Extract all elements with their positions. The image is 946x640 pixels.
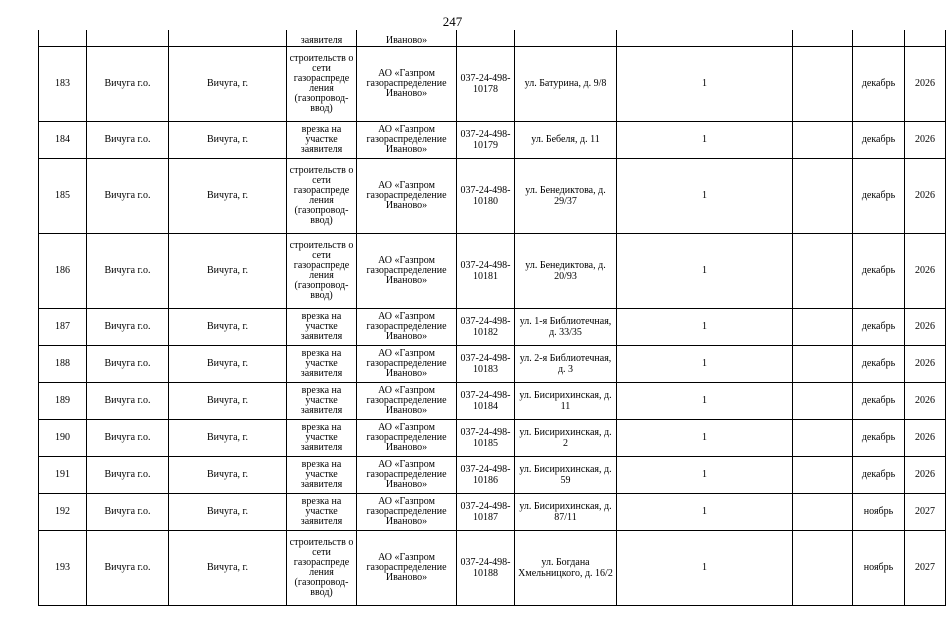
cell-empty bbox=[793, 346, 853, 383]
cell-locality: Вичуга, г. bbox=[169, 457, 287, 494]
cell-address: ул. 2-я Библиотечная, д. 3 bbox=[515, 346, 617, 383]
cell-district: Вичуга г.о. bbox=[87, 531, 169, 606]
cell-organization: АО «Газпром газораспределение Иваново» bbox=[357, 47, 457, 122]
cell-object-code: 037-24-498-10181 bbox=[457, 234, 515, 309]
table-row bbox=[39, 159, 946, 234]
cell-organization: АО «Газпром газораспределение Иваново» bbox=[357, 159, 457, 234]
cell-object-code: 037-24-498-10188 bbox=[457, 531, 515, 606]
table-row-partial bbox=[39, 30, 946, 47]
cell-organization: АО «Газпром газораспределение Иваново» bbox=[357, 234, 457, 309]
cell-locality: Вичуга, г. bbox=[169, 346, 287, 383]
cell-district: Вичуга г.о. bbox=[87, 234, 169, 309]
cell-district: Вичуга г.о. bbox=[87, 309, 169, 346]
cell-district: Вичуга г.о. bbox=[87, 47, 169, 122]
cell-month: декабрь bbox=[853, 309, 905, 346]
cell-month: декабрь bbox=[853, 420, 905, 457]
cell-address: ул. Бисирихинская, д. 59 bbox=[515, 457, 617, 494]
cell-organization: АО «Газпром газораспределение Иваново» bbox=[357, 346, 457, 383]
cell-work-type: врезка на участке заявителя bbox=[287, 383, 357, 420]
table-row bbox=[39, 234, 946, 309]
cell-organization: Иваново» bbox=[357, 30, 457, 47]
cell-quantity: 1 bbox=[617, 309, 793, 346]
cell-year: 2026 bbox=[905, 346, 946, 383]
cell-month: декабрь bbox=[853, 457, 905, 494]
cell-work-type: строительств о сети газораспреде ления (газопровод-ввод) bbox=[287, 234, 357, 309]
cell-year: 2026 bbox=[905, 47, 946, 122]
cell-row-number: 192 bbox=[39, 494, 87, 531]
cell-quantity: 1 bbox=[617, 457, 793, 494]
cell-address: ул. Бебеля, д. 11 bbox=[515, 122, 617, 159]
cell-object-code: 037-24-498-10182 bbox=[457, 309, 515, 346]
cell-empty bbox=[793, 383, 853, 420]
cell-year: 2027 bbox=[905, 531, 946, 606]
cell-work-type: строительств о сети газораспреде ления (газопровод-ввод) bbox=[287, 159, 357, 234]
cell-locality: Вичуга, г. bbox=[169, 234, 287, 309]
cell-month: ноябрь bbox=[853, 531, 905, 606]
cell-address: ул. Батурина, д. 9/8 bbox=[515, 47, 617, 122]
cell-work-type: врезка на участке заявителя bbox=[287, 122, 357, 159]
cell-month: декабрь bbox=[853, 346, 905, 383]
table-row bbox=[39, 122, 946, 159]
cell-quantity: 1 bbox=[617, 420, 793, 457]
cell-object-code: 037-24-498-10183 bbox=[457, 346, 515, 383]
cell-row-number: 187 bbox=[39, 309, 87, 346]
cell-locality: Вичуга, г. bbox=[169, 383, 287, 420]
table-row bbox=[39, 420, 946, 457]
cell-organization: АО «Газпром газораспределение Иваново» bbox=[357, 383, 457, 420]
cell-year: 2026 bbox=[905, 457, 946, 494]
cell-month: декабрь bbox=[853, 383, 905, 420]
cell-empty bbox=[793, 531, 853, 606]
cell-year: 2026 bbox=[905, 234, 946, 309]
cell-year: 2026 bbox=[905, 159, 946, 234]
cell-organization: АО «Газпром газораспределение Иваново» bbox=[357, 420, 457, 457]
cell-empty bbox=[793, 47, 853, 122]
cell-organization: АО «Газпром газораспределение Иваново» bbox=[357, 494, 457, 531]
cell-locality: Вичуга, г. bbox=[169, 47, 287, 122]
cell-address: ул. Бисирихинская, д. 2 bbox=[515, 420, 617, 457]
cell-address: ул. Бисирихинская, д. 11 bbox=[515, 383, 617, 420]
cell-district: Вичуга г.о. bbox=[87, 383, 169, 420]
cell-address: ул. Богдана Хмельницкого, д. 16/2 bbox=[515, 531, 617, 606]
cell-quantity: 1 bbox=[617, 346, 793, 383]
cell-row-number: 190 bbox=[39, 420, 87, 457]
table-row bbox=[39, 47, 946, 122]
cell-locality: Вичуга, г. bbox=[169, 420, 287, 457]
cell-organization: АО «Газпром газораспределение Иваново» bbox=[357, 457, 457, 494]
cell-object-code: 037-24-498-10184 bbox=[457, 383, 515, 420]
table-row bbox=[39, 346, 946, 383]
cell-object-code: 037-24-498-10178 bbox=[457, 47, 515, 122]
cell-district: Вичуга г.о. bbox=[87, 457, 169, 494]
cell-district: Вичуга г.о. bbox=[87, 346, 169, 383]
cell-address: ул. Бисирихинская, д. 87/11 bbox=[515, 494, 617, 531]
cell-object-code: 037-24-498-10186 bbox=[457, 457, 515, 494]
cell-object-code: 037-24-498-10185 bbox=[457, 420, 515, 457]
cell-locality: Вичуга, г. bbox=[169, 494, 287, 531]
cell-district: Вичуга г.о. bbox=[87, 420, 169, 457]
cell-object-code: 037-24-498-10187 bbox=[457, 494, 515, 531]
cell-work-type: строительств о сети газораспреде ления (газопровод-ввод) bbox=[287, 47, 357, 122]
cell-row-number: 189 bbox=[39, 383, 87, 420]
cell-locality: Вичуга, г. bbox=[169, 122, 287, 159]
cell-empty bbox=[793, 234, 853, 309]
cell-empty bbox=[793, 159, 853, 234]
cell-year: 2026 bbox=[905, 122, 946, 159]
cell-year: 2027 bbox=[905, 494, 946, 531]
cell-quantity: 1 bbox=[617, 122, 793, 159]
cell-month: декабрь bbox=[853, 159, 905, 234]
cell-district: Вичуга г.о. bbox=[87, 494, 169, 531]
cell-year: 2026 bbox=[905, 309, 946, 346]
cell-object-code: 037-24-498-10180 bbox=[457, 159, 515, 234]
cell-organization: АО «Газпром газораспределение Иваново» bbox=[357, 531, 457, 606]
cell-work-type: строительств о сети газораспреде ления (газопровод-ввод) bbox=[287, 531, 357, 606]
cell-work-type: врезка на участке заявителя bbox=[287, 457, 357, 494]
cell-month: ноябрь bbox=[853, 494, 905, 531]
cell-empty bbox=[793, 309, 853, 346]
cell-empty bbox=[793, 457, 853, 494]
cell-work-type: врезка на участке заявителя bbox=[287, 309, 357, 346]
cell-work-type: врезка на участке заявителя bbox=[287, 420, 357, 457]
cell-work-type: заявителя bbox=[287, 30, 357, 47]
cell-district: Вичуга г.о. bbox=[87, 122, 169, 159]
cell-row-number: 193 bbox=[39, 531, 87, 606]
cell-object-code: 037-24-498-10179 bbox=[457, 122, 515, 159]
cell-locality: Вичуга, г. bbox=[169, 309, 287, 346]
cell-empty bbox=[793, 494, 853, 531]
cell-year: 2026 bbox=[905, 420, 946, 457]
cell-row-number: 186 bbox=[39, 234, 87, 309]
cell-row-number: 183 bbox=[39, 47, 87, 122]
table-row bbox=[39, 531, 946, 606]
cell-row-number: 191 bbox=[39, 457, 87, 494]
cell-row-number: 188 bbox=[39, 346, 87, 383]
cell-empty bbox=[793, 122, 853, 159]
cell-district: Вичуга г.о. bbox=[87, 159, 169, 234]
cell-organization: АО «Газпром газораспределение Иваново» bbox=[357, 122, 457, 159]
cell-locality: Вичуга, г. bbox=[169, 531, 287, 606]
cell-quantity: 1 bbox=[617, 159, 793, 234]
cell-organization: АО «Газпром газораспределение Иваново» bbox=[357, 309, 457, 346]
cell-work-type: врезка на участке заявителя bbox=[287, 346, 357, 383]
cell-quantity: 1 bbox=[617, 383, 793, 420]
cell-quantity: 1 bbox=[617, 234, 793, 309]
cell-row-number: 185 bbox=[39, 159, 87, 234]
cell-month: декабрь bbox=[853, 122, 905, 159]
cell-address: ул. Бенедиктова, д. 20/93 bbox=[515, 234, 617, 309]
cell-quantity: 1 bbox=[617, 494, 793, 531]
cell-row-number: 184 bbox=[39, 122, 87, 159]
cell-address: ул. 1-я Библиотечная, д. 33/35 bbox=[515, 309, 617, 346]
cell-year: 2026 bbox=[905, 383, 946, 420]
cell-quantity: 1 bbox=[617, 47, 793, 122]
cell-address: ул. Бенедиктова, д. 29/37 bbox=[515, 159, 617, 234]
cell-quantity: 1 bbox=[617, 531, 793, 606]
cell-locality: Вичуга, г. bbox=[169, 159, 287, 234]
cell-month: декабрь bbox=[853, 234, 905, 309]
gas-connection-table bbox=[38, 30, 946, 606]
page-number: 247 bbox=[442, 14, 463, 29]
table-row bbox=[39, 383, 946, 420]
table-row bbox=[39, 309, 946, 346]
table-row bbox=[39, 457, 946, 494]
cell-month: декабрь bbox=[853, 47, 905, 122]
table-row bbox=[39, 494, 946, 531]
cell-empty bbox=[793, 420, 853, 457]
cell-work-type: врезка на участке заявителя bbox=[287, 494, 357, 531]
